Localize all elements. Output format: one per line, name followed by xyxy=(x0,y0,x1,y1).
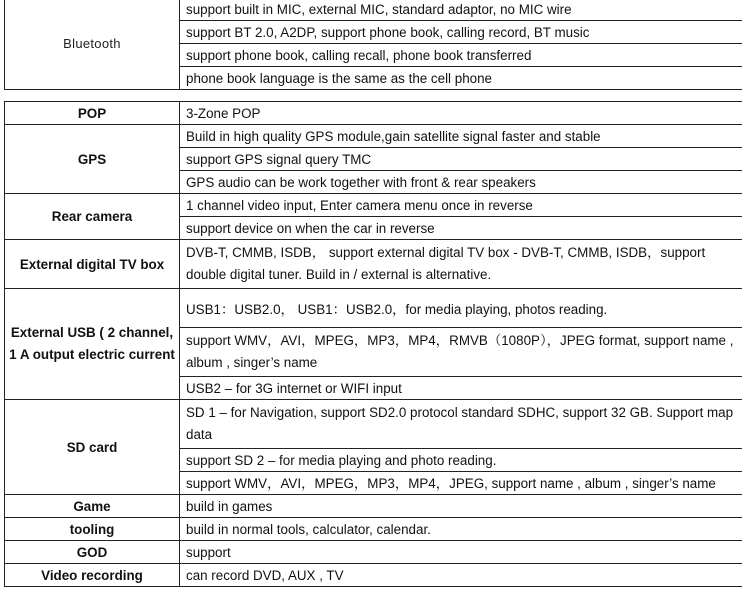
bluetooth-row-3: support phone book, calling recall, phone book transferred xyxy=(180,44,742,67)
gps-row-1: Build in high quality GPS module,gain satellite signal faster and stable xyxy=(180,125,742,148)
gps-row-3: GPS audio can be work together with front & rear speakers xyxy=(180,171,742,194)
sd-card-row-3: support WMV，AVI，MPEG，MP3，MP4，JPEG, support name , album , singer’s name xyxy=(180,472,742,495)
rear-camera-row-2: support device on when the car in reverse xyxy=(180,217,742,240)
pop-label: POP xyxy=(5,102,180,125)
god-row-1: support xyxy=(180,541,742,564)
tooling-row-1: build in normal tools, calculator, calendar. xyxy=(180,518,742,541)
usb-row-3: USB2 – for 3G internet or WIFI input xyxy=(180,377,742,400)
usb-row-1: USB1：USB2.0， USB1：USB2.0，for media playing, photos reading. xyxy=(180,289,742,328)
tv-box-row-1: DVB-T, CMMB, ISDB， support external digital TV box - DVB-T, CMMB, ISDB，support double digital tuner. Build in / external is alternative. xyxy=(180,240,742,289)
pop-row-1: 3-Zone POP xyxy=(180,102,742,125)
bluetooth-row-2: support BT 2.0, A2DP, support phone book, calling record, BT music xyxy=(180,21,742,44)
gps-label: GPS xyxy=(5,125,180,194)
video-recording-row-1: can record DVD, AUX , TV xyxy=(180,564,742,587)
usb-label: External USB ( 2 channel, 1 A output electric current xyxy=(5,289,180,400)
spec-table xyxy=(4,101,742,587)
video-recording-label: Video recording xyxy=(5,564,180,587)
game-label: Game xyxy=(5,495,180,518)
rear-camera-label: Rear camera xyxy=(5,194,180,240)
game-row-1: build in games xyxy=(180,495,742,518)
bluetooth-label: Bluetooth xyxy=(5,0,180,90)
bluetooth-row-4: phone book language is the same as the cell phone xyxy=(180,67,742,90)
rear-camera-row-1: 1 channel video input, Enter camera menu once in reverse xyxy=(180,194,742,217)
tooling-label: tooling xyxy=(5,518,180,541)
usb-row-2: support WMV，AVI，MPEG，MP3，MP4，RMVB（1080P），JPEG format, support name , album , singer’s name xyxy=(180,328,742,377)
sd-card-row-1: SD 1 – for Navigation, support SD2.0 protocol standard SDHC, support 32 GB. Support map data xyxy=(180,400,742,449)
gps-row-2: support GPS signal query TMC xyxy=(180,148,742,171)
bluetooth-row-1: support built in MIC, external MIC, standard adaptor, no MIC wire xyxy=(180,0,742,21)
tv-box-label: External digital TV box xyxy=(5,240,180,289)
sd-card-row-2: support SD 2 – for media playing and photo reading. xyxy=(180,449,742,472)
bluetooth-table xyxy=(4,0,742,90)
sd-card-label: SD card xyxy=(5,400,180,495)
god-label: GOD xyxy=(5,541,180,564)
